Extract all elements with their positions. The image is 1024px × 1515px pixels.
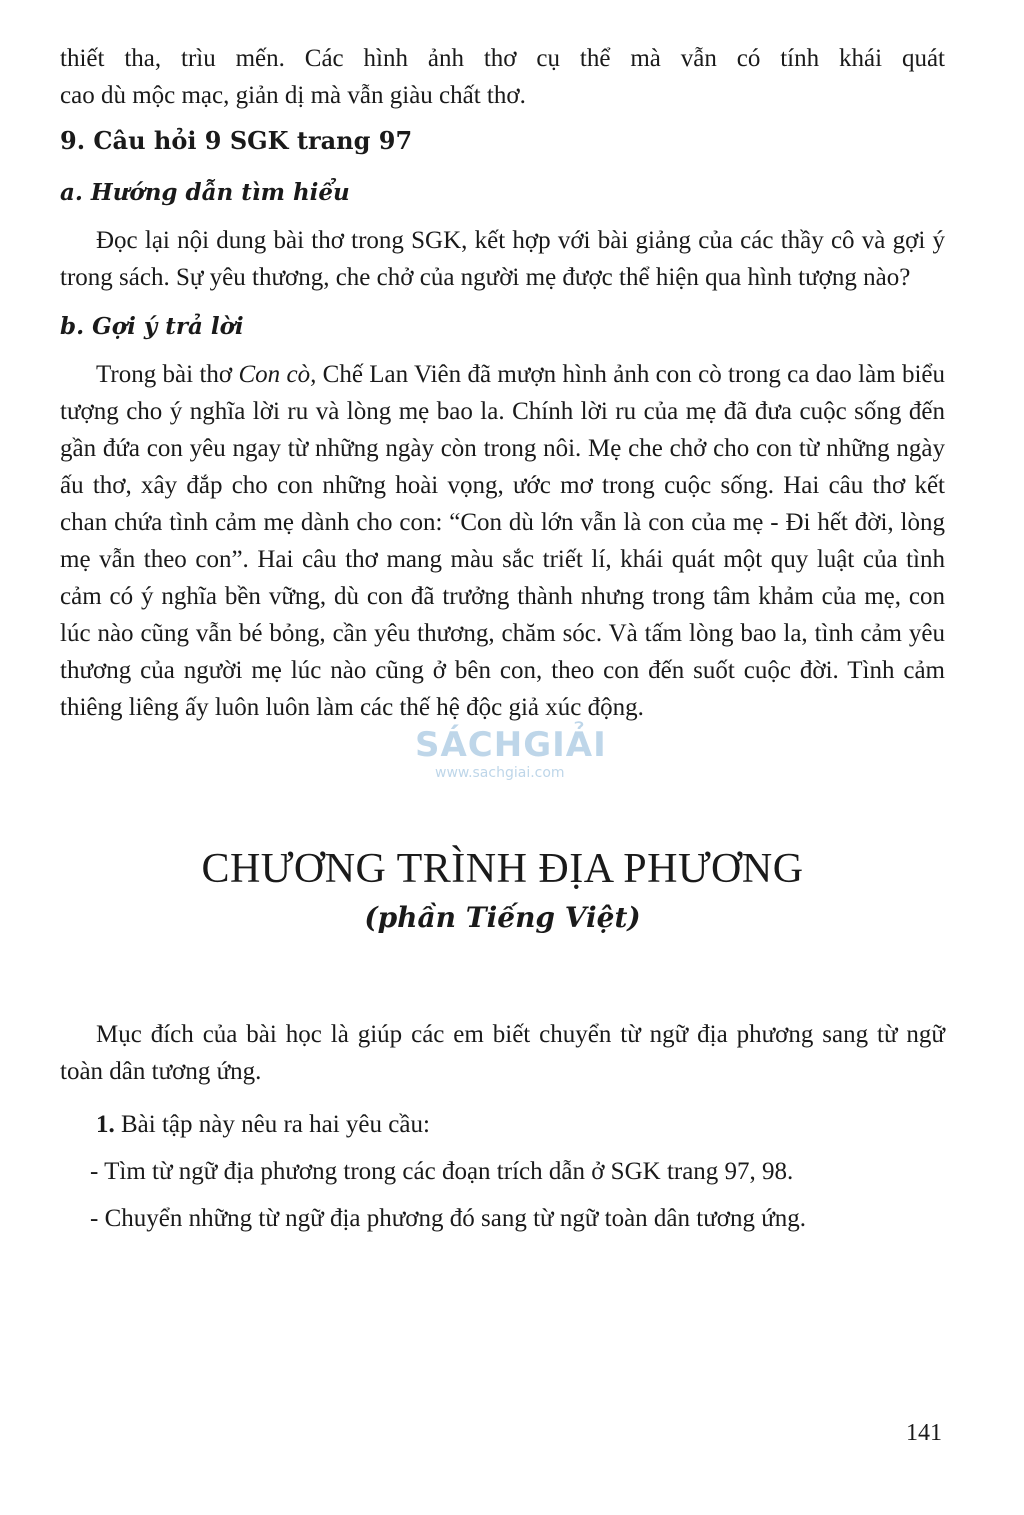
opening-line-2: cao dù mộc mạc, giản dị mà vẫn giàu chất thơ.	[60, 82, 526, 109]
chapter-subtitle: (phần Tiếng Việt)	[364, 901, 641, 934]
bullet-1: - Tìm từ ngữ địa phương trong các đoạn trích dẫn ở SGK trang 97, 98.	[90, 1158, 794, 1185]
part-b-text-start: Trong bài thơ	[96, 361, 239, 388]
bullet-2: - Chuyển những từ ngữ địa phương đó sang từ ngữ toàn dân tương ứng.	[90, 1205, 807, 1232]
page-number: 141	[906, 1420, 942, 1446]
item-1	[60, 1106, 945, 1143]
part-a-heading: a. Hướng dẫn tìm hiểu	[60, 179, 350, 206]
watermark	[415, 725, 605, 805]
watermark-url: www.sachgiai.com	[435, 765, 565, 781]
question-9-heading: 9. Câu hỏi 9 SGK trang 97	[60, 126, 413, 155]
watermark-brand: SÁCHGIẢI	[415, 725, 607, 765]
part-a-paragraph: Đọc lại nội dung bài thơ trong SGK, kết hợp với bài giảng của các thầy cô và gợi ý trong sách. Sự yêu thương, che chở của người mẹ được thể hiện qua hình tượng nào?	[60, 227, 945, 291]
part-b-heading: b. Gợi ý trả lời	[60, 313, 244, 340]
poem-title: Con cò,	[238, 361, 317, 388]
part-b-paragraph	[60, 356, 945, 726]
item-1-number: 1.	[96, 1111, 115, 1138]
item-1-text: Bài tập này nêu ra hai yêu cầu:	[114, 1111, 430, 1138]
document-page	[60, 40, 945, 1237]
chapter-intro: Mục đích của bài học là giúp các em biết chuyển từ ngữ địa phương sang từ ngữ toàn dân tương ứng.	[60, 1021, 945, 1085]
part-b-text-rest: Chế Lan Viên đã mượn hình ảnh con cò trong ca dao làm biểu tượng cho ý nghĩa lời ru và lòng mẹ bao la. Chính lời ru của mẹ đã đưa cuộc sống đến gần đứa con yêu ngay từ những ngày còn trong nôi. Mẹ che chở cho con từ những ngày ấu thơ, xây đắp cho con những hoài vọng, ước mơ trong cuộc sống. Hai câu thơ kết chan chứa tình cảm mẹ dành cho con: “Con dù lớn vẫn là con của mẹ - Đi hết đời, lòng mẹ vẫn theo con”. Hai câu thơ mang màu sắc triết lí, khái quát một quy luật của tình cảm có ý nghĩa bền vững, dù con đã trưởng thành nhưng trong tâm khảm của mẹ, con lúc nào cũng vẫn bé bỏng, cần yêu thương, chăm sóc. Và tấm lòng bao la, tình cảm yêu thương của người mẹ lúc nào cũng ở bên con, theo con đến suốt cuộc đời. Tình cảm thiêng liêng ấy luôn luôn làm các thế hệ độc giả xúc động.	[60, 361, 945, 721]
chapter-title: CHƯƠNG TRÌNH ĐỊA PHƯƠNG	[201, 846, 804, 892]
opening-line-1: thiết tha, trìu mến. Các hình ảnh thơ cụ thể mà vẫn có tính khái quát	[60, 45, 945, 72]
